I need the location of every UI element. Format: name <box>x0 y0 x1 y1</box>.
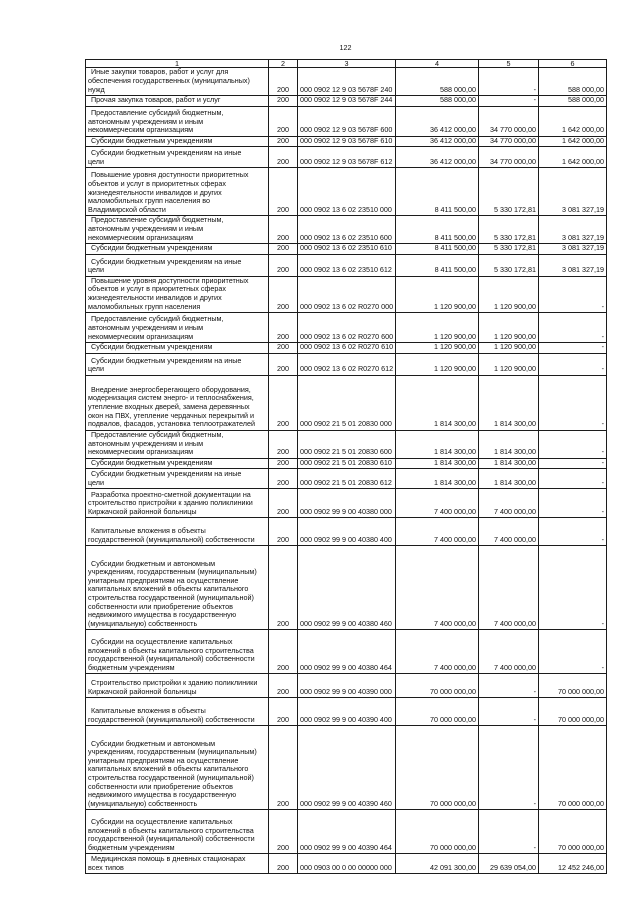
row-description: Предоставление субсидий бюджетным, автономным учреждениям и иным некоммерческим организациям <box>86 430 269 458</box>
amount-column-6: 588 000,00 <box>539 96 607 107</box>
budget-code: 000 0902 99 9 00 40390 400 <box>298 698 396 726</box>
table-row <box>86 106 607 136</box>
budget-code: 000 0902 99 9 00 40390 460 <box>298 726 396 810</box>
amount-column-6: 588 000,00 <box>539 68 607 96</box>
row-description: Субсидии бюджетным и автономным учреждениям, государственным (муниципальным) унитарным предприятиям на осуществление капитальных вложений в объекты капитального строительства государственной (муниципальной) собственности или приобретение объектов недвижимого имущества в государственную (муниципальную) собственность <box>86 726 269 810</box>
row-column-2-value: 200 <box>269 147 298 168</box>
budget-table <box>85 59 607 874</box>
table-row <box>86 216 607 244</box>
table-row <box>86 489 607 518</box>
budget-code: 000 0902 13 6 02 R0270 000 <box>298 276 396 312</box>
amount-column-4: 36 412 000,00 <box>396 106 479 136</box>
row-description: Предоставление субсидий бюджетным, автономным учреждениям и иным некоммерческим организациям <box>86 106 269 136</box>
amount-column-4: 7 400 000,00 <box>396 630 479 674</box>
amount-column-6: - <box>539 375 607 430</box>
amount-column-5: 1 814 300,00 <box>479 469 539 489</box>
amount-column-6: 70 000 000,00 <box>539 674 607 698</box>
amount-column-6: 3 081 327,19 <box>539 216 607 244</box>
amount-column-6: - <box>539 630 607 674</box>
budget-code: 000 0902 13 6 02 R0270 600 <box>298 313 396 343</box>
table-row <box>86 254 607 276</box>
amount-column-4: 70 000 000,00 <box>396 674 479 698</box>
budget-code: 000 0902 13 6 02 23510 610 <box>298 244 396 255</box>
budget-code: 000 0902 21 5 01 20830 000 <box>298 375 396 430</box>
row-column-2-value: 200 <box>269 168 298 216</box>
row-description: Капитальные вложения в объекты государственной (муниципальной) собственности <box>86 518 269 546</box>
budget-code: 000 0902 13 6 02 23510 600 <box>298 216 396 244</box>
amount-column-6: - <box>539 546 607 630</box>
row-description: Субсидии бюджетным учреждениям на иные цели <box>86 469 269 489</box>
amount-column-5: 34 770 000,00 <box>479 136 539 147</box>
amount-column-6: 70 000 000,00 <box>539 810 607 854</box>
row-description: Иные закупки товаров, работ и услуг для обеспечения государственных (муниципальных) нужд <box>86 68 269 96</box>
budget-code: 000 0902 13 6 02 R0270 610 <box>298 343 396 354</box>
row-column-2-value: 200 <box>269 698 298 726</box>
amount-column-4: 8 411 500,00 <box>396 244 479 255</box>
row-column-2-value: 200 <box>269 353 298 375</box>
table-row <box>86 469 607 489</box>
row-column-2-value: 200 <box>269 630 298 674</box>
table-row <box>86 343 607 354</box>
page-number: 122 <box>339 43 352 52</box>
amount-column-5: 5 330 172,81 <box>479 216 539 244</box>
amount-column-4: 1 120 900,00 <box>396 343 479 354</box>
amount-column-4: 588 000,00 <box>396 96 479 107</box>
row-description: Субсидии бюджетным учреждениям <box>86 244 269 255</box>
amount-column-5: 1 814 300,00 <box>479 375 539 430</box>
budget-code: 000 0903 00 0 00 00000 000 <box>298 854 396 874</box>
amount-column-4: 8 411 500,00 <box>396 168 479 216</box>
row-description: Разработка проектно-сметной документации на строительство пристройки к зданию поликлиники Киржачской районной больницы <box>86 489 269 518</box>
amount-column-5: - <box>479 96 539 107</box>
budget-code: 000 0902 99 9 00 40390 464 <box>298 810 396 854</box>
row-description: Повышение уровня доступности приоритетных объектов и услуг в приоритетных сферах жизнедеятельности инвалидов и других маломобильных групп населения во Владимирской области <box>86 168 269 216</box>
row-description: Предоставление субсидий бюджетным, автономным учреждениям и иным некоммерческим организациям <box>86 216 269 244</box>
amount-column-6: - <box>539 458 607 469</box>
amount-column-6: 70 000 000,00 <box>539 698 607 726</box>
amount-column-5: - <box>479 726 539 810</box>
table-row <box>86 726 607 810</box>
amount-column-5: 1 120 900,00 <box>479 343 539 354</box>
table-row <box>86 276 607 312</box>
row-column-2-value: 200 <box>269 96 298 107</box>
amount-column-5: 1 814 300,00 <box>479 458 539 469</box>
amount-column-4: 1 814 300,00 <box>396 375 479 430</box>
row-column-2-value: 200 <box>269 244 298 255</box>
budget-code: 000 0902 13 6 02 23510 000 <box>298 168 396 216</box>
amount-column-4: 7 400 000,00 <box>396 518 479 546</box>
table-row <box>86 674 607 698</box>
row-description: Субсидии бюджетным учреждениям на иные цели <box>86 147 269 168</box>
table-row <box>86 244 607 255</box>
amount-column-4: 7 400 000,00 <box>396 489 479 518</box>
row-column-2-value: 200 <box>269 546 298 630</box>
amount-column-6: 3 081 327,19 <box>539 168 607 216</box>
budget-code: 000 0902 99 9 00 40390 000 <box>298 674 396 698</box>
amount-column-4: 70 000 000,00 <box>396 726 479 810</box>
column-header-2: 2 <box>269 60 298 68</box>
table-row <box>86 546 607 630</box>
amount-column-5: 7 400 000,00 <box>479 518 539 546</box>
row-column-2-value: 200 <box>269 106 298 136</box>
row-column-2-value: 200 <box>269 489 298 518</box>
row-column-2-value: 200 <box>269 343 298 354</box>
amount-column-5: - <box>479 674 539 698</box>
amount-column-5: 7 400 000,00 <box>479 489 539 518</box>
table-row <box>86 810 607 854</box>
budget-code: 000 0902 21 5 01 20830 600 <box>298 430 396 458</box>
amount-column-6: - <box>539 353 607 375</box>
amount-column-6: - <box>539 313 607 343</box>
column-header-3: 3 <box>298 60 396 68</box>
amount-column-5: 1 120 900,00 <box>479 313 539 343</box>
budget-table-body <box>86 60 607 874</box>
amount-column-4: 70 000 000,00 <box>396 698 479 726</box>
table-row <box>86 430 607 458</box>
table-row <box>86 375 607 430</box>
amount-column-6: - <box>539 518 607 546</box>
amount-column-5: 5 330 172,81 <box>479 244 539 255</box>
budget-code: 000 0902 12 9 03 5678F 610 <box>298 136 396 147</box>
row-description: Субсидии бюджетным учреждениям <box>86 458 269 469</box>
row-column-2-value: 200 <box>269 674 298 698</box>
amount-column-6: 1 642 000,00 <box>539 147 607 168</box>
amount-column-5: - <box>479 68 539 96</box>
column-number-row <box>86 60 607 68</box>
amount-column-5: 34 770 000,00 <box>479 147 539 168</box>
amount-column-4: 588 000,00 <box>396 68 479 96</box>
amount-column-5: - <box>479 810 539 854</box>
row-description: Медицинская помощь в дневных стационарах всех типов <box>86 854 269 874</box>
amount-column-4: 8 411 500,00 <box>396 254 479 276</box>
row-description: Субсидии бюджетным учреждениям на иные цели <box>86 353 269 375</box>
table-row <box>86 136 607 147</box>
budget-code: 000 0902 12 9 03 5678F 244 <box>298 96 396 107</box>
budget-code: 000 0902 12 9 03 5678F 612 <box>298 147 396 168</box>
row-description: Субсидии на осуществление капитальных вложений в объекты капитального строительства государственной (муниципальной) собственности бюджетным учреждениям <box>86 630 269 674</box>
amount-column-5: - <box>479 698 539 726</box>
column-header-6: 6 <box>539 60 607 68</box>
amount-column-6: 12 452 246,00 <box>539 854 607 874</box>
amount-column-4: 1 814 300,00 <box>396 430 479 458</box>
amount-column-4: 42 091 300,00 <box>396 854 479 874</box>
row-column-2-value: 200 <box>269 430 298 458</box>
table-row <box>86 353 607 375</box>
budget-code: 000 0902 99 9 00 40380 464 <box>298 630 396 674</box>
row-column-2-value: 200 <box>269 469 298 489</box>
row-column-2-value: 200 <box>269 518 298 546</box>
column-header-1: 1 <box>86 60 269 68</box>
table-row <box>86 68 607 96</box>
row-column-2-value: 200 <box>269 254 298 276</box>
budget-code: 000 0902 21 5 01 20830 612 <box>298 469 396 489</box>
table-row <box>86 518 607 546</box>
amount-column-5: 7 400 000,00 <box>479 546 539 630</box>
amount-column-4: 36 412 000,00 <box>396 136 479 147</box>
budget-code: 000 0902 13 6 02 R0270 612 <box>298 353 396 375</box>
amount-column-6: 1 642 000,00 <box>539 136 607 147</box>
amount-column-5: 29 639 054,00 <box>479 854 539 874</box>
amount-column-4: 70 000 000,00 <box>396 810 479 854</box>
amount-column-5: 34 770 000,00 <box>479 106 539 136</box>
amount-column-6: 3 081 327,19 <box>539 244 607 255</box>
amount-column-4: 8 411 500,00 <box>396 216 479 244</box>
table-row <box>86 630 607 674</box>
amount-column-5: 1 120 900,00 <box>479 276 539 312</box>
row-description: Внедрение энергосберегающего оборудования, модернизация систем энерго- и теплоснабжения, утепление входных дверей, замена деревянных окон на ПВХ, утепление чердачных перекрытий и подвалов, фасадов, установка теплоотражателей <box>86 375 269 430</box>
row-column-2-value: 200 <box>269 216 298 244</box>
row-description: Капитальные вложения в объекты государственной (муниципальной) собственности <box>86 698 269 726</box>
row-description: Субсидии на осуществление капитальных вложений в объекты капитального строительства государственной (муниципальной) собственности бюджетным учреждениям <box>86 810 269 854</box>
amount-column-6: 3 081 327,19 <box>539 254 607 276</box>
table-row <box>86 458 607 469</box>
amount-column-6: 70 000 000,00 <box>539 726 607 810</box>
row-column-2-value: 200 <box>269 458 298 469</box>
amount-column-5: 5 330 172,81 <box>479 168 539 216</box>
row-description: Субсидии бюджетным учреждениям <box>86 136 269 147</box>
budget-code: 000 0902 99 9 00 40380 460 <box>298 546 396 630</box>
budget-code: 000 0902 12 9 03 5678F 600 <box>298 106 396 136</box>
row-description: Предоставление субсидий бюджетным, автономным учреждениям и иным некоммерческим организациям <box>86 313 269 343</box>
amount-column-5: 1 120 900,00 <box>479 353 539 375</box>
amount-column-4: 1 120 900,00 <box>396 313 479 343</box>
amount-column-6: - <box>539 469 607 489</box>
row-column-2-value: 200 <box>269 726 298 810</box>
amount-column-5: 5 330 172,81 <box>479 254 539 276</box>
row-column-2-value: 200 <box>269 854 298 874</box>
column-header-4: 4 <box>396 60 479 68</box>
row-column-2-value: 200 <box>269 136 298 147</box>
row-column-2-value: 200 <box>269 375 298 430</box>
amount-column-6: - <box>539 489 607 518</box>
budget-code: 000 0902 13 6 02 23510 612 <box>298 254 396 276</box>
row-column-2-value: 200 <box>269 810 298 854</box>
amount-column-4: 1 120 900,00 <box>396 276 479 312</box>
budget-code: 000 0902 99 9 00 40380 400 <box>298 518 396 546</box>
amount-column-4: 1 814 300,00 <box>396 458 479 469</box>
amount-column-6: - <box>539 430 607 458</box>
amount-column-6: - <box>539 343 607 354</box>
amount-column-4: 7 400 000,00 <box>396 546 479 630</box>
row-column-2-value: 200 <box>269 68 298 96</box>
row-description: Повышение уровня доступности приоритетных объектов и услуг в приоритетных сферах жизнедеятельности инвалидов и других маломобильных групп населения <box>86 276 269 312</box>
amount-column-5: 7 400 000,00 <box>479 630 539 674</box>
row-column-2-value: 200 <box>269 313 298 343</box>
amount-column-6: 1 642 000,00 <box>539 106 607 136</box>
amount-column-5: 1 814 300,00 <box>479 430 539 458</box>
budget-code: 000 0902 99 9 00 40380 000 <box>298 489 396 518</box>
row-column-2-value: 200 <box>269 276 298 312</box>
table-row <box>86 854 607 874</box>
table-row <box>86 147 607 168</box>
table-row <box>86 313 607 343</box>
row-description: Субсидии бюджетным учреждениям на иные цели <box>86 254 269 276</box>
budget-code: 000 0902 21 5 01 20830 610 <box>298 458 396 469</box>
row-description: Субсидии бюджетным и автономным учреждениям, государственным (муниципальным) унитарным предприятиям на осуществление капитальных вложений в объекты капитального строительства государственной (муниципальной) собственности или приобретение объектов недвижимого имущества в государственную (муниципальную) собственность <box>86 546 269 630</box>
row-description: Строительство пристройки к зданию поликлиники Киржачской районной больницы <box>86 674 269 698</box>
amount-column-6: - <box>539 276 607 312</box>
table-row <box>86 168 607 216</box>
amount-column-4: 1 814 300,00 <box>396 469 479 489</box>
table-row <box>86 698 607 726</box>
row-description: Прочая закупка товаров, работ и услуг <box>86 96 269 107</box>
table-row <box>86 96 607 107</box>
row-description: Субсидии бюджетным учреждениям <box>86 343 269 354</box>
column-header-5: 5 <box>479 60 539 68</box>
amount-column-4: 1 120 900,00 <box>396 353 479 375</box>
budget-code: 000 0902 12 9 03 5678F 240 <box>298 68 396 96</box>
amount-column-4: 36 412 000,00 <box>396 147 479 168</box>
